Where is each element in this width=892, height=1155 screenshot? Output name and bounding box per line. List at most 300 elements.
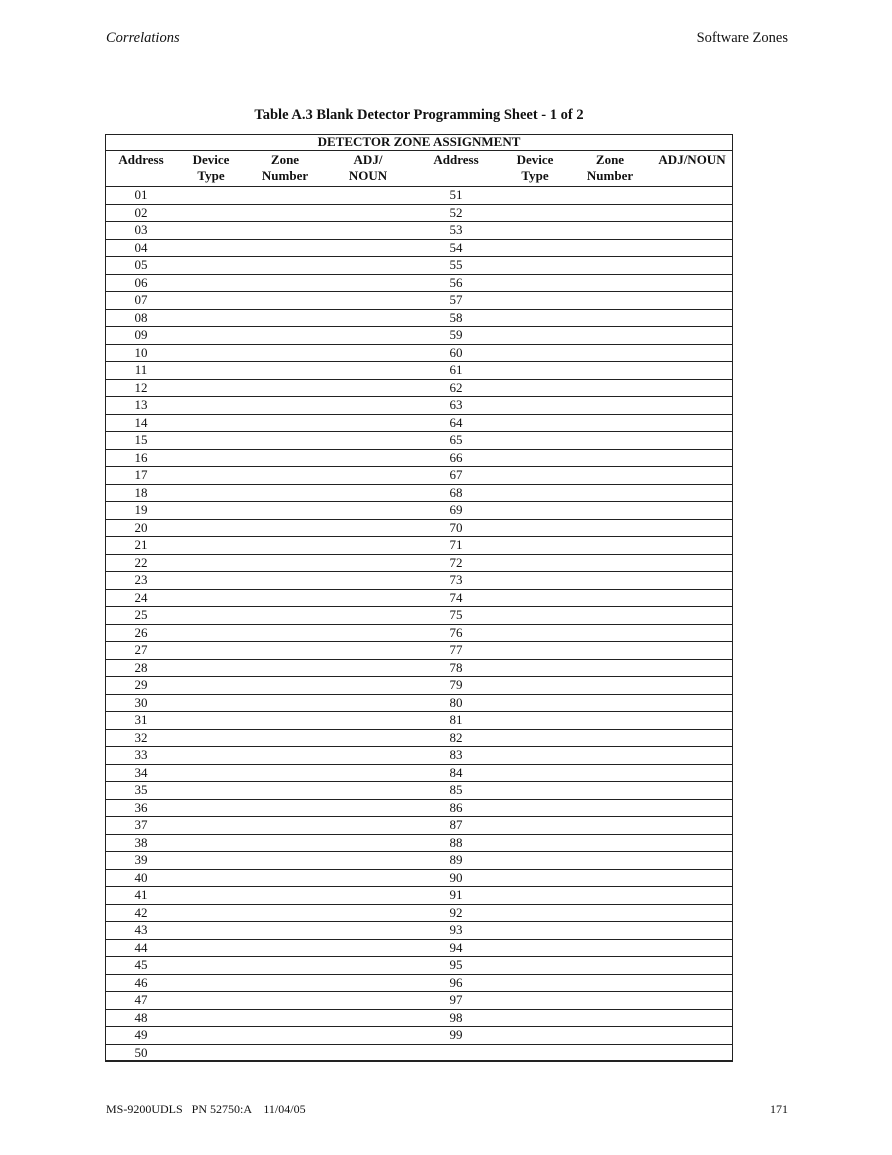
blank-entry-cell xyxy=(569,274,651,292)
blank-entry-cell xyxy=(501,432,569,450)
address-cell: 30 xyxy=(105,694,177,712)
blank-entry-cell xyxy=(177,274,245,292)
column-header-line1: Zone xyxy=(270,152,300,167)
table-row xyxy=(105,607,733,625)
address-cell: 76 xyxy=(411,624,501,642)
address-cell: 82 xyxy=(411,729,501,747)
table-row xyxy=(105,467,733,485)
blank-entry-cell xyxy=(245,292,325,310)
blank-entry-cell xyxy=(177,379,245,397)
blank-entry-cell xyxy=(325,974,411,992)
blank-entry-cell xyxy=(325,607,411,625)
address-cell: 84 xyxy=(411,764,501,782)
blank-entry-cell xyxy=(245,519,325,537)
table-row xyxy=(105,502,733,520)
blank-entry-cell xyxy=(325,1044,411,1062)
blank-entry-cell xyxy=(651,537,733,555)
blank-entry-cell xyxy=(569,239,651,257)
blank-entry-cell xyxy=(177,1044,245,1062)
address-cell: 34 xyxy=(105,764,177,782)
blank-entry-cell xyxy=(177,922,245,940)
blank-entry-cell xyxy=(325,712,411,730)
table-row xyxy=(105,589,733,607)
blank-entry-cell xyxy=(651,869,733,887)
blank-entry-cell xyxy=(569,222,651,240)
column-header xyxy=(105,151,177,187)
table-row xyxy=(105,1027,733,1045)
blank-entry-cell xyxy=(569,467,651,485)
blank-entry-cell xyxy=(569,624,651,642)
address-cell: 15 xyxy=(105,432,177,450)
column-header xyxy=(569,151,651,187)
address-cell: 57 xyxy=(411,292,501,310)
blank-entry-cell xyxy=(569,869,651,887)
address-cell: 45 xyxy=(105,957,177,975)
blank-entry-cell xyxy=(501,659,569,677)
blank-entry-cell xyxy=(651,572,733,590)
address-cell: 69 xyxy=(411,502,501,520)
blank-entry-cell xyxy=(245,764,325,782)
blank-entry-cell xyxy=(651,397,733,415)
address-cell xyxy=(411,1044,501,1062)
blank-entry-cell xyxy=(177,344,245,362)
blank-entry-cell xyxy=(245,257,325,275)
blank-entry-cell xyxy=(501,869,569,887)
address-cell: 63 xyxy=(411,397,501,415)
blank-entry-cell xyxy=(177,397,245,415)
address-cell: 06 xyxy=(105,274,177,292)
blank-entry-cell xyxy=(651,1044,733,1062)
blank-entry-cell xyxy=(325,1009,411,1027)
column-header-line1: Address xyxy=(433,152,479,167)
blank-entry-cell xyxy=(245,379,325,397)
blank-entry-cell xyxy=(651,239,733,257)
address-cell: 52 xyxy=(411,204,501,222)
table-row xyxy=(105,432,733,450)
table-row xyxy=(105,362,733,380)
blank-entry-cell xyxy=(177,624,245,642)
blank-entry-cell xyxy=(177,362,245,380)
blank-entry-cell xyxy=(245,484,325,502)
address-cell: 72 xyxy=(411,554,501,572)
blank-entry-cell xyxy=(325,309,411,327)
table-row xyxy=(105,187,733,205)
blank-entry-cell xyxy=(177,257,245,275)
table-row xyxy=(105,799,733,817)
blank-entry-cell xyxy=(651,519,733,537)
blank-entry-cell xyxy=(501,187,569,205)
column-header-row xyxy=(105,151,733,187)
address-cell: 99 xyxy=(411,1027,501,1045)
blank-entry-cell xyxy=(501,887,569,905)
blank-entry-cell xyxy=(501,974,569,992)
blank-entry-cell xyxy=(325,869,411,887)
blank-entry-cell xyxy=(651,467,733,485)
blank-entry-cell xyxy=(651,659,733,677)
address-cell: 80 xyxy=(411,694,501,712)
blank-entry-cell xyxy=(245,397,325,415)
blank-entry-cell xyxy=(177,554,245,572)
blank-entry-cell xyxy=(245,344,325,362)
blank-entry-cell xyxy=(245,309,325,327)
blank-entry-cell xyxy=(501,519,569,537)
blank-entry-cell xyxy=(177,869,245,887)
blank-entry-cell xyxy=(325,922,411,940)
blank-entry-cell xyxy=(245,782,325,800)
blank-entry-cell xyxy=(245,554,325,572)
blank-entry-cell xyxy=(325,257,411,275)
blank-entry-cell xyxy=(325,379,411,397)
blank-entry-cell xyxy=(177,414,245,432)
blank-entry-cell xyxy=(569,852,651,870)
blank-entry-cell xyxy=(177,187,245,205)
blank-entry-cell xyxy=(651,607,733,625)
column-header-line2: Number xyxy=(261,167,309,183)
blank-entry-cell xyxy=(569,974,651,992)
address-cell: 21 xyxy=(105,537,177,555)
blank-entry-cell xyxy=(245,274,325,292)
blank-entry-cell xyxy=(651,764,733,782)
blank-entry-cell xyxy=(325,764,411,782)
address-cell: 98 xyxy=(411,1009,501,1027)
blank-entry-cell xyxy=(177,904,245,922)
blank-entry-cell xyxy=(651,694,733,712)
address-cell: 12 xyxy=(105,379,177,397)
table-row xyxy=(105,414,733,432)
address-cell: 73 xyxy=(411,572,501,590)
blank-entry-cell xyxy=(651,222,733,240)
address-cell: 71 xyxy=(411,537,501,555)
table-row xyxy=(105,554,733,572)
blank-entry-cell xyxy=(501,712,569,730)
blank-entry-cell xyxy=(569,397,651,415)
table-row xyxy=(105,694,733,712)
blank-entry-cell xyxy=(569,747,651,765)
blank-entry-cell xyxy=(501,292,569,310)
blank-entry-cell xyxy=(325,362,411,380)
table-row xyxy=(105,834,733,852)
table-row xyxy=(105,992,733,1010)
blank-entry-cell xyxy=(501,764,569,782)
table-row xyxy=(105,782,733,800)
column-header-line2: NOUN xyxy=(348,167,388,183)
blank-entry-cell xyxy=(651,274,733,292)
column-header-line1: ADJ/ xyxy=(353,152,383,167)
blank-entry-cell xyxy=(177,1027,245,1045)
address-cell: 32 xyxy=(105,729,177,747)
blank-entry-cell xyxy=(651,677,733,695)
address-cell: 26 xyxy=(105,624,177,642)
blank-entry-cell xyxy=(325,659,411,677)
table-row xyxy=(105,904,733,922)
blank-entry-cell xyxy=(501,729,569,747)
blank-entry-cell xyxy=(245,904,325,922)
blank-entry-cell xyxy=(245,747,325,765)
blank-entry-cell xyxy=(651,362,733,380)
blank-entry-cell xyxy=(501,904,569,922)
blank-entry-cell xyxy=(325,519,411,537)
blank-entry-cell xyxy=(651,292,733,310)
blank-entry-cell xyxy=(569,187,651,205)
address-cell: 92 xyxy=(411,904,501,922)
blank-entry-cell xyxy=(325,904,411,922)
blank-entry-cell xyxy=(569,887,651,905)
blank-entry-cell xyxy=(501,1027,569,1045)
blank-entry-cell xyxy=(651,957,733,975)
address-cell: 14 xyxy=(105,414,177,432)
column-header-line2: Type xyxy=(521,167,549,183)
table-row xyxy=(105,257,733,275)
blank-entry-cell xyxy=(177,467,245,485)
blank-entry-cell xyxy=(325,204,411,222)
blank-entry-cell xyxy=(501,782,569,800)
address-cell: 25 xyxy=(105,607,177,625)
table-row xyxy=(105,747,733,765)
blank-entry-cell xyxy=(325,817,411,835)
blank-entry-cell xyxy=(651,922,733,940)
blank-entry-cell xyxy=(177,432,245,450)
blank-entry-cell xyxy=(245,712,325,730)
blank-entry-cell xyxy=(245,607,325,625)
blank-entry-cell xyxy=(245,659,325,677)
blank-entry-cell xyxy=(651,187,733,205)
table-row xyxy=(105,519,733,537)
address-cell: 50 xyxy=(105,1044,177,1062)
blank-entry-cell xyxy=(651,712,733,730)
table-row xyxy=(105,222,733,240)
blank-entry-cell xyxy=(177,292,245,310)
address-cell: 48 xyxy=(105,1009,177,1027)
blank-entry-cell xyxy=(501,537,569,555)
table-row xyxy=(105,974,733,992)
column-header xyxy=(245,151,325,187)
blank-entry-cell xyxy=(325,397,411,415)
address-cell: 37 xyxy=(105,817,177,835)
blank-entry-cell xyxy=(501,502,569,520)
address-cell: 68 xyxy=(411,484,501,502)
column-header xyxy=(177,151,245,187)
address-cell: 38 xyxy=(105,834,177,852)
blank-entry-cell xyxy=(245,957,325,975)
blank-entry-cell xyxy=(569,414,651,432)
blank-entry-cell xyxy=(651,449,733,467)
blank-entry-cell xyxy=(501,344,569,362)
address-cell: 51 xyxy=(411,187,501,205)
table-row xyxy=(105,537,733,555)
blank-entry-cell xyxy=(325,274,411,292)
blank-entry-cell xyxy=(651,484,733,502)
address-cell: 44 xyxy=(105,939,177,957)
blank-entry-cell xyxy=(569,712,651,730)
blank-entry-cell xyxy=(325,344,411,362)
blank-entry-cell xyxy=(651,887,733,905)
address-cell: 85 xyxy=(411,782,501,800)
address-cell: 75 xyxy=(411,607,501,625)
blank-entry-cell xyxy=(569,834,651,852)
blank-entry-cell xyxy=(569,694,651,712)
blank-entry-cell xyxy=(651,554,733,572)
blank-entry-cell xyxy=(177,764,245,782)
blank-entry-cell xyxy=(569,729,651,747)
blank-entry-cell xyxy=(325,799,411,817)
address-cell: 33 xyxy=(105,747,177,765)
blank-entry-cell xyxy=(501,239,569,257)
table-row xyxy=(105,397,733,415)
blank-entry-cell xyxy=(325,747,411,765)
blank-entry-cell xyxy=(325,992,411,1010)
address-cell: 04 xyxy=(105,239,177,257)
blank-entry-cell xyxy=(325,589,411,607)
blank-entry-cell xyxy=(177,519,245,537)
blank-entry-cell xyxy=(325,502,411,520)
blank-entry-cell xyxy=(651,834,733,852)
blank-entry-cell xyxy=(245,327,325,345)
blank-entry-cell xyxy=(325,852,411,870)
blank-entry-cell xyxy=(245,589,325,607)
blank-entry-cell xyxy=(651,379,733,397)
blank-entry-cell xyxy=(569,327,651,345)
address-cell: 89 xyxy=(411,852,501,870)
blank-entry-cell xyxy=(569,554,651,572)
column-header-line2: Type xyxy=(197,167,225,183)
blank-entry-cell xyxy=(177,747,245,765)
blank-entry-cell xyxy=(177,327,245,345)
blank-entry-cell xyxy=(569,589,651,607)
blank-entry-cell xyxy=(501,642,569,660)
blank-entry-cell xyxy=(177,607,245,625)
blank-entry-cell xyxy=(325,729,411,747)
address-cell: 39 xyxy=(105,852,177,870)
blank-entry-cell xyxy=(325,222,411,240)
blank-entry-cell xyxy=(245,449,325,467)
blank-entry-cell xyxy=(501,1044,569,1062)
blank-entry-cell xyxy=(569,659,651,677)
blank-entry-cell xyxy=(501,957,569,975)
blank-entry-cell xyxy=(501,449,569,467)
address-cell: 94 xyxy=(411,939,501,957)
blank-entry-cell xyxy=(325,414,411,432)
address-cell: 93 xyxy=(411,922,501,940)
address-cell: 27 xyxy=(105,642,177,660)
blank-entry-cell xyxy=(569,957,651,975)
blank-entry-cell xyxy=(177,309,245,327)
blank-entry-cell xyxy=(245,1009,325,1027)
blank-entry-cell xyxy=(501,379,569,397)
table-banner: DETECTOR ZONE ASSIGNMENT xyxy=(105,134,733,151)
address-cell: 13 xyxy=(105,397,177,415)
address-cell: 19 xyxy=(105,502,177,520)
blank-entry-cell xyxy=(325,432,411,450)
blank-entry-cell xyxy=(501,309,569,327)
blank-entry-cell xyxy=(569,309,651,327)
blank-entry-cell xyxy=(245,974,325,992)
blank-entry-cell xyxy=(651,992,733,1010)
blank-entry-cell xyxy=(177,537,245,555)
blank-entry-cell xyxy=(569,502,651,520)
blank-entry-cell xyxy=(501,624,569,642)
blank-entry-cell xyxy=(651,309,733,327)
table-row xyxy=(105,712,733,730)
blank-entry-cell xyxy=(651,939,733,957)
address-cell: 41 xyxy=(105,887,177,905)
address-cell: 97 xyxy=(411,992,501,1010)
blank-entry-cell xyxy=(501,327,569,345)
blank-entry-cell xyxy=(651,1009,733,1027)
blank-entry-cell xyxy=(325,484,411,502)
blank-entry-cell xyxy=(325,572,411,590)
address-cell: 28 xyxy=(105,659,177,677)
blank-entry-cell xyxy=(501,589,569,607)
address-cell: 64 xyxy=(411,414,501,432)
blank-entry-cell xyxy=(651,624,733,642)
address-cell: 07 xyxy=(105,292,177,310)
blank-entry-cell xyxy=(245,729,325,747)
blank-entry-cell xyxy=(245,239,325,257)
address-cell: 22 xyxy=(105,554,177,572)
blank-entry-cell xyxy=(177,239,245,257)
address-cell: 02 xyxy=(105,204,177,222)
table-row xyxy=(105,344,733,362)
blank-entry-cell xyxy=(177,712,245,730)
address-cell: 88 xyxy=(411,834,501,852)
blank-entry-cell xyxy=(651,327,733,345)
blank-entry-cell xyxy=(177,1009,245,1027)
column-header xyxy=(651,151,733,187)
address-cell: 35 xyxy=(105,782,177,800)
blank-entry-cell xyxy=(569,992,651,1010)
footer-doc-id: MS-9200UDLS PN 52750:A 11/04/05 xyxy=(106,1102,306,1116)
blank-entry-cell xyxy=(569,432,651,450)
blank-entry-cell xyxy=(325,187,411,205)
address-cell: 86 xyxy=(411,799,501,817)
address-cell: 11 xyxy=(105,362,177,380)
blank-entry-cell xyxy=(569,939,651,957)
table-row xyxy=(105,379,733,397)
blank-entry-cell xyxy=(501,817,569,835)
blank-entry-cell xyxy=(245,572,325,590)
blank-entry-cell xyxy=(651,204,733,222)
blank-entry-cell xyxy=(245,939,325,957)
blank-entry-cell xyxy=(245,817,325,835)
blank-entry-cell xyxy=(501,1009,569,1027)
blank-entry-cell xyxy=(569,449,651,467)
address-cell: 17 xyxy=(105,467,177,485)
blank-entry-cell xyxy=(501,922,569,940)
address-cell: 95 xyxy=(411,957,501,975)
address-cell: 91 xyxy=(411,887,501,905)
blank-entry-cell xyxy=(325,694,411,712)
column-header-line1: Address xyxy=(118,152,164,167)
blank-entry-cell xyxy=(569,344,651,362)
blank-entry-cell xyxy=(245,467,325,485)
blank-entry-cell xyxy=(177,589,245,607)
address-cell: 23 xyxy=(105,572,177,590)
blank-entry-cell xyxy=(245,694,325,712)
blank-entry-cell xyxy=(177,782,245,800)
blank-entry-cell xyxy=(501,274,569,292)
address-cell: 54 xyxy=(411,239,501,257)
blank-entry-cell xyxy=(651,589,733,607)
blank-entry-cell xyxy=(325,834,411,852)
address-cell: 31 xyxy=(105,712,177,730)
blank-entry-cell xyxy=(177,852,245,870)
blank-entry-cell xyxy=(245,1044,325,1062)
blank-entry-cell xyxy=(177,222,245,240)
blank-entry-cell xyxy=(245,432,325,450)
blank-entry-cell xyxy=(651,414,733,432)
blank-entry-cell xyxy=(245,204,325,222)
running-header-chapter: Correlations xyxy=(106,30,180,46)
